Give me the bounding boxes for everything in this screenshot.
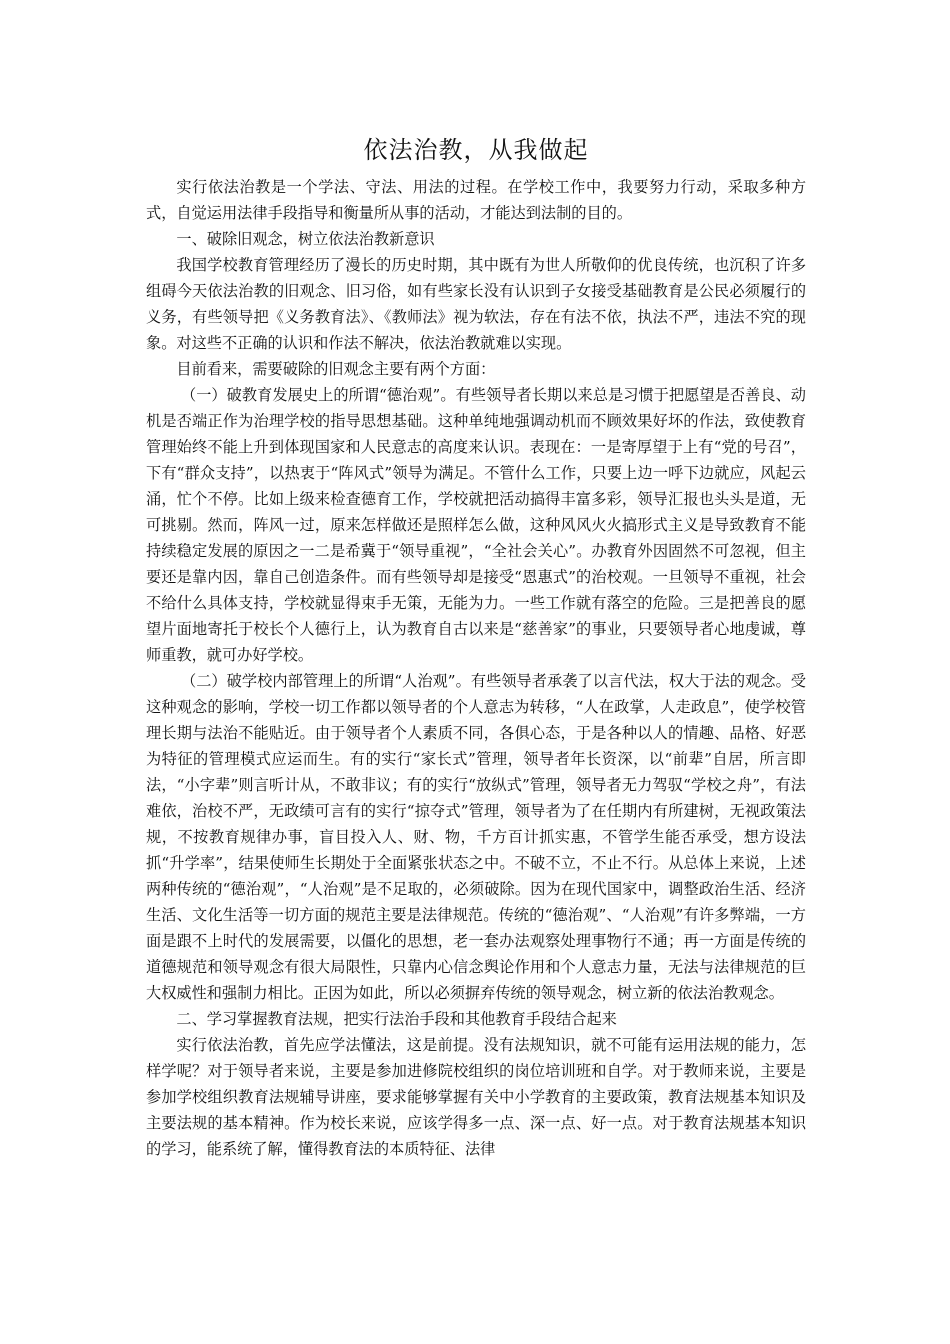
subsection-paragraph-1: （一）破教育发展史上的所谓“德治观”。有些领导者长期以来总是习惯于把愿望是否善良、动机是否端正作为治理学校的指导思想基础。这种单纯地强调动机而不顾效果好坏的作法，致使教育管理始终不能上升到体现国家和人民意志的高度来认识。表现在：一是寄厚望于上有“党的号召”，下有“群众支持”，以热衷于“阵风式”领导为满足。不管什么工作，只要上边一呼下边就应，风起云涌，忙个不停。比如上级来检查德育工作，学校就把活动搞得丰富多彩，领导汇报也头头是道，无可挑剔。然而，阵风一过，原来怎样做还是照样怎么做，这种风风火火搞形式主义是导致教育不能持续稳定发展的原因之一二是希冀于“领导重视”，“全社会关心”。办教育外因固然不可忽视，但主要还是靠内因，靠自己创造条件。而有些领导却是接受“恩惠式”的治校观。一旦领导不重视，社会不给什么具体支持，学校就显得束手无策，无能为力。一些工作就有落空的危险。三是把善良的愿望片面地寄托于校长个人德行上，认为教育自古以来是“慈善家”的事业，只要领导者心地虔诚，尊师重教，就可办好学校。 xyxy=(146,386,806,664)
body-paragraph: 实行依法治教，首先应学法懂法，这是前提。没有法规知识，就不可能有运用法规的能力，怎样学呢？对于领导者来说，主要是参加进修院校组织的岗位培训班和自学。对于教师来说，主要是参加学校组织教育法规辅导讲座，要求能够掌握有关中小学教育的主要政策，教育法规基本知识及主要法规的基本精神。作为校长来说，应该学得多一点、深一点、好一点。对于教育法规基本知识的学习，能系统了解，懂得教育法的本质特征、法律 xyxy=(146,1036,806,1158)
intro-paragraph: 实行依法治教是一个学法、守法、用法的过程。在学校工作中，我要努力行动，采取多种方式，自觉运用法律手段指导和衡量所从事的活动，才能达到法制的目的。 xyxy=(146,178,806,222)
section-heading-1: 一、破除旧观念，树立依法治教新意识 xyxy=(176,230,435,248)
section-heading-2: 二、学习掌握教育法规，把实行法治手段和其他教育手段结合起来 xyxy=(176,1010,617,1028)
subsection-paragraph-2: （二）破学校内部管理上的所谓“人治观”。有些领导者承袭了以言代法，权大于法的观念。受这种观念的影响，学校一切工作都以领导者的个人意志为转移，“人在政掌，人走政息”，使学校管理长期与法治不能贴近。由于领导者个人素质不同，各俱心态，于是各种以人的情趣、品格、好恶为特征的管理模式应运而生。有的实行“家长式”管理，领导者年长资深，以“前辈”自居，所言即法，“小字辈”则言听计从，不敢非议；有的实行“放纵式”管理，领导者无力驾驭“学校之舟”，有法难依，治校不严，无政绩可言有的实行“掠夺式”管理，领导者为了在任期内有所建树，无视政策法规，不按教育规律办事，盲目投入人、财、物，千方百计抓实惠，不管学生能否承受，想方设法抓“升学率”，结果使师生长期处于全面紧张状态之中。不破不立，不止不行。从总体上来说，上述两种传统的“德治观”，“人治观”是不足取的，必须破除。因为在现代国家中，调整政治生活、经济生活、文化生活等一切方面的规范主要是法律规范。传统的“德治观”、“人治观”有许多弊端，一方面是跟不上时代的发展需要，以僵化的思想，老一套办法观察处理事物行不通；再一方面是传统的道德规范和领导观念有很大局限性，只靠内心信念舆论作用和个人意志力量，无法与法律规范的巨大权威性和强制力相比。正因为如此，所以必须摒弃传统的领导观念，树立新的依法治教观念。 xyxy=(146,672,806,1002)
document-page xyxy=(146,130,806,1162)
document-title: 依法治教，从我做起 xyxy=(363,136,589,164)
body-paragraph: 我国学校教育管理经历了漫长的历史时期，其中既有为世人所敬仰的优良传统，也沉积了许多组碍今天依法治教的旧观念、旧习俗，如有些家长没有认识到子女接受基础教育是公民必须履行的义务，有些领导把《义务教育法》、《教师法》视为软法，存在有法不依，执法不严，违法不究的现象。对这些不正确的认识和作法不解决，依法治教就难以实现。 xyxy=(146,256,806,352)
body-paragraph: 目前看来，需要破除的旧观念主要有两个方面： xyxy=(176,360,496,378)
